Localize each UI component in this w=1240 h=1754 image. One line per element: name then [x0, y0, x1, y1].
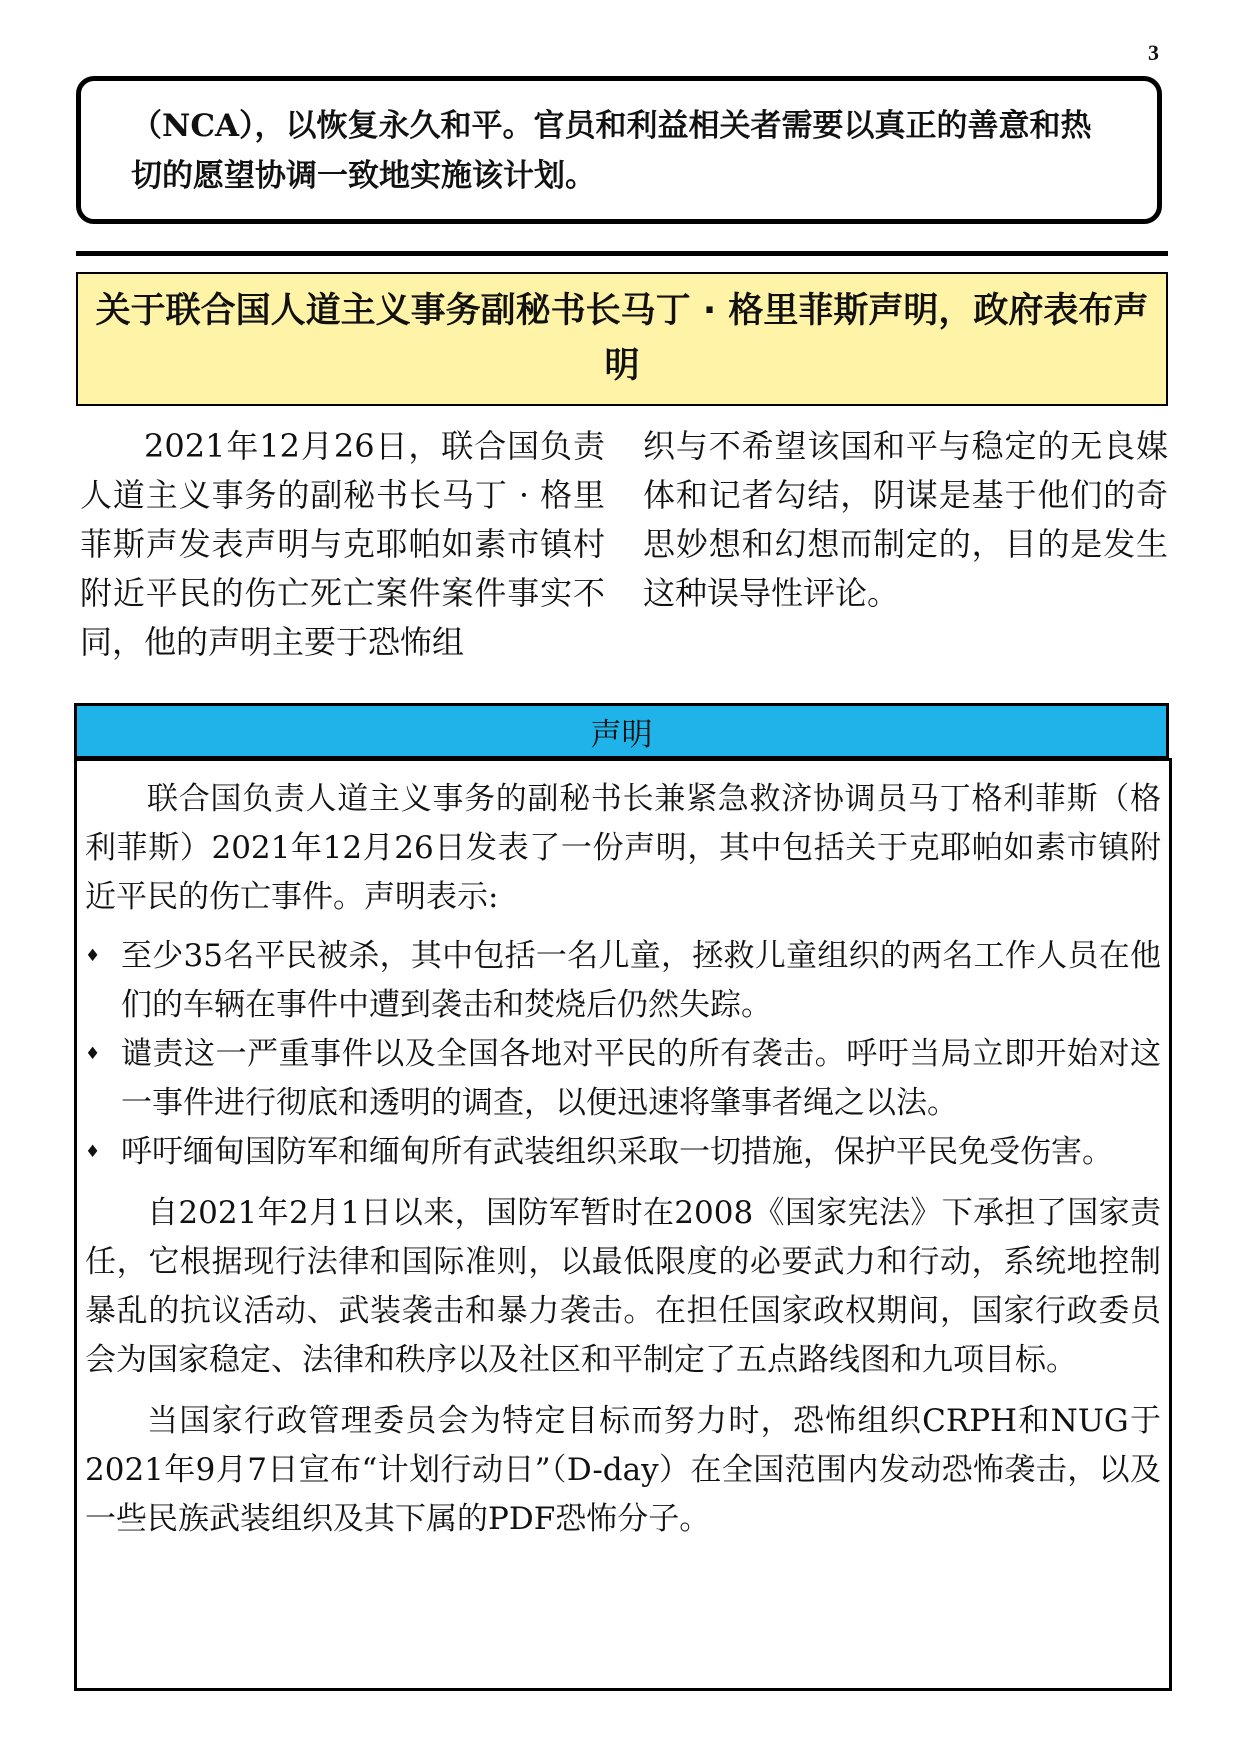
statement-bullet-item — [85, 1128, 1161, 1177]
statement-bullet-item — [85, 932, 1161, 1030]
continued-text-line-1: （NCA），以恢复永久和平。官员和利益相关者需要以真正的善意和热 — [131, 108, 1092, 144]
article-body — [80, 422, 1170, 672]
statement-bullet-text: 呼吁缅甸国防军和缅甸所有武装组织采取一切措施，保护平民免受伤害。 — [121, 1134, 1113, 1170]
continued-text-line-2: 切的愿望协调一致地实施该计划。 — [131, 158, 596, 194]
continued-text-box — [76, 76, 1162, 224]
statement-bullet-item — [85, 1030, 1161, 1128]
statement-bullet-text: 至少35名平民被杀，其中包括一名儿童，拯救儿童组织的两名工作人员在他们的车辆在事件中遭到袭击和焚烧后仍然失踪。 — [121, 938, 1161, 1023]
page-number: 3 — [1148, 40, 1159, 65]
diamond-bullet-icon: ♦ — [85, 1142, 101, 1162]
statement-paragraph-2: 自2021年2月1日以来，国防军暂时在2008《国家宪法》下承担了国家责任，它根据现行法律和国际准则，以最低限度的必要武力和行动，系统地控制暴乱的抗议活动、武装袭击和暴力袭击。在担任国家政权期间，国家行政委员会为国家稳定、法律和秩序以及社区和平制定了五点路线图和九项目标。 — [85, 1195, 1161, 1378]
statement-body — [74, 758, 1172, 1691]
statement-bullet-list — [85, 932, 1161, 1177]
article-headline-box — [76, 272, 1168, 406]
diamond-bullet-icon: ♦ — [85, 946, 101, 966]
article-left-column: 2021年12月26日，联合国负责人道主义事务的副秘书长马丁 · 格里菲斯声发表声明与克耶帕如素市镇村附近平民的伤亡死亡案件案件事实不同，他的声明主要于恐怖组 — [80, 427, 605, 661]
diamond-bullet-icon: ♦ — [85, 1044, 101, 1064]
statement-bullet-text: 谴责这一严重事件以及全国各地对平民的所有袭击。呼吁当局立即开始对这一事件进行彻底和透明的调查，以便迅速将肇事者绳之以法。 — [121, 1036, 1161, 1121]
article-right-column: 织与不希望该国和平与稳定的无良媒体和记者勾结，阴谋是基于他们的奇思妙想和幻想而制定的，目的是发生这种误导性评论。 — [643, 427, 1168, 612]
statement-header — [74, 703, 1169, 759]
section-divider — [76, 251, 1168, 256]
statement-header-label: 声明 — [590, 716, 653, 753]
statement-paragraph-3: 当国家行政管理委员会为特定目标而努力时，恐怖组织CRPH和NUG于2021年9月7日宣布“计划行动日”（D-day）在全国范围内发动恐怖袭击，以及一些民族武装组织及其下属的PDF恐怖分子。 — [85, 1403, 1161, 1537]
statement-intro-paragraph: 联合国负责人道主义事务的副秘书长兼紧急救济协调员马丁格利菲斯（格利菲斯）2021年12月26日发表了一份声明，其中包括关于克耶帕如素市镇附近平民的伤亡事件。声明表示: — [85, 781, 1161, 915]
article-headline: 关于联合国人道主义事务副秘书长马丁 · 格里菲斯声明，政府表布声明 — [95, 291, 1149, 386]
